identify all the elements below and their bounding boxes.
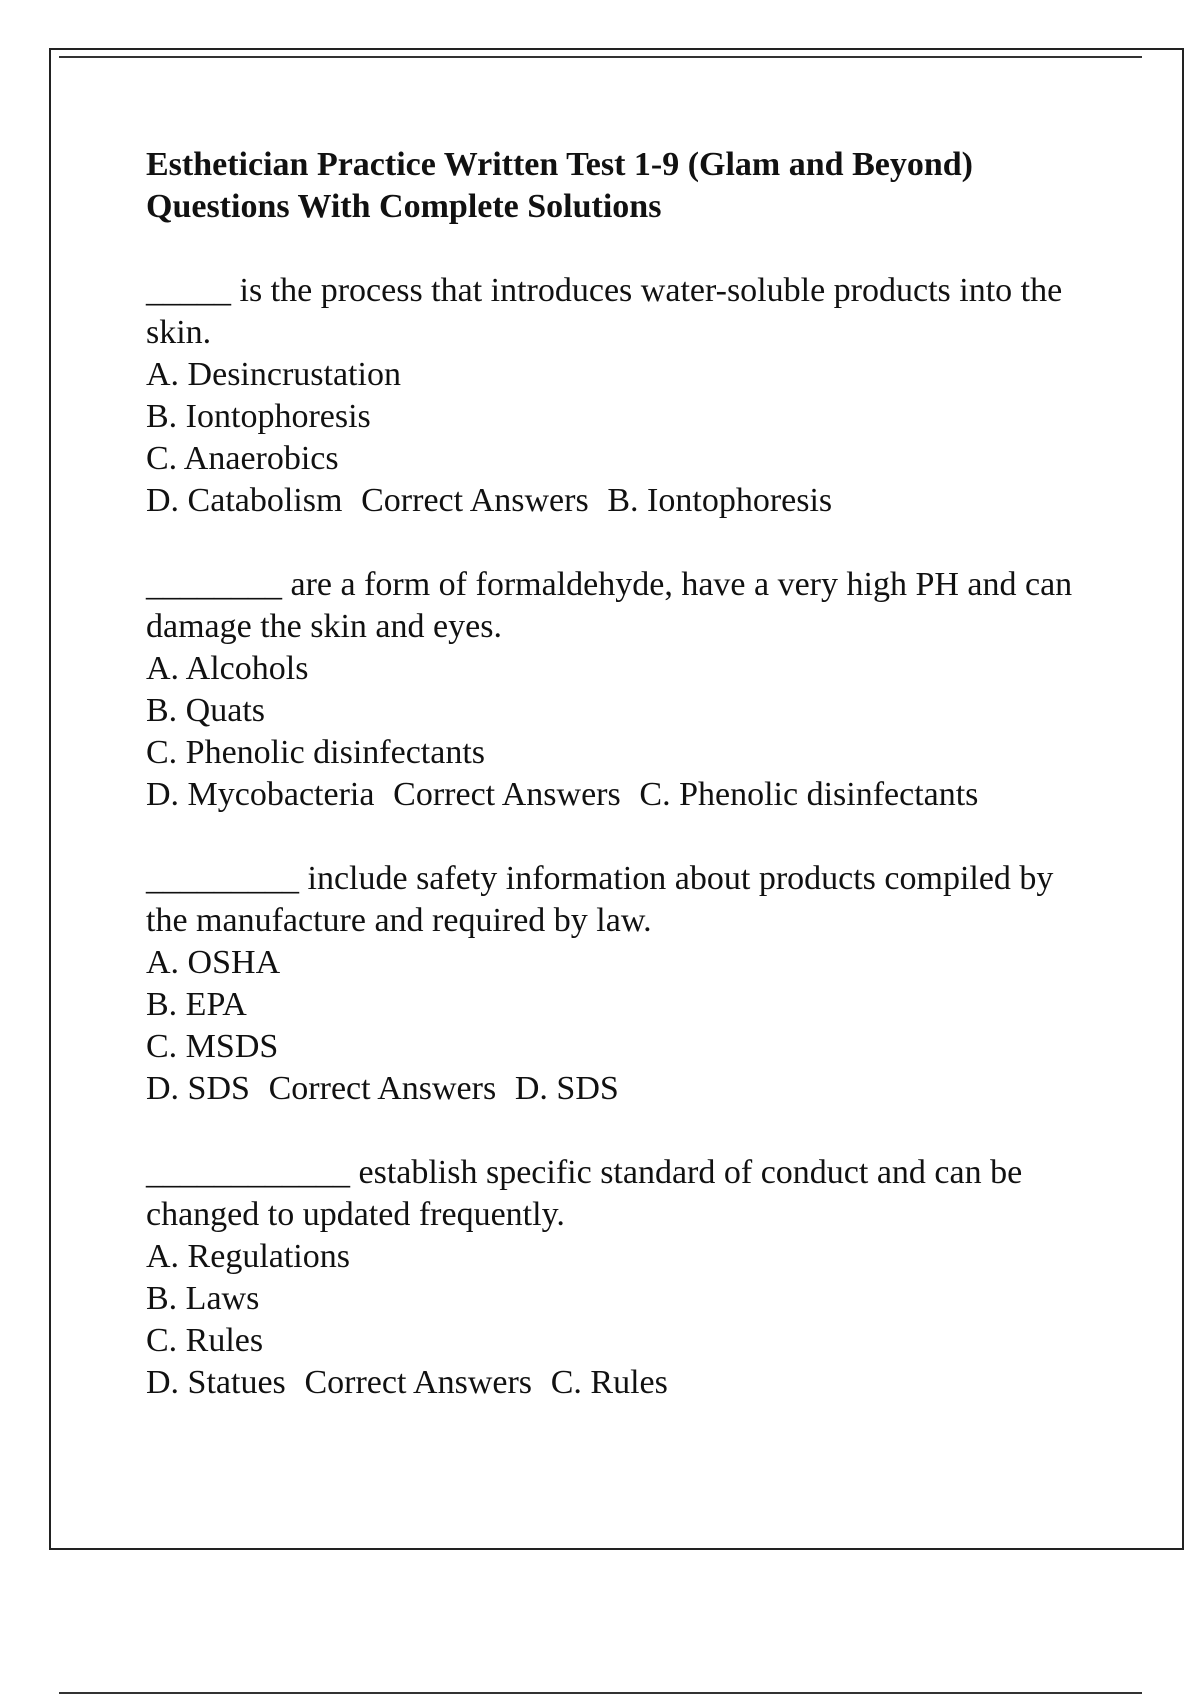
question-stem: ________ are a form of formaldehyde, have a very high PH and can damage the skin and eyes. bbox=[146, 566, 1073, 645]
document-body bbox=[146, 144, 1096, 1446]
option-a: A. Alcohols bbox=[146, 650, 309, 687]
top-divider bbox=[59, 56, 1142, 58]
question-2 bbox=[146, 564, 1096, 816]
option-d: D. SDS bbox=[146, 1070, 250, 1107]
option-d: D. Catabolism bbox=[146, 482, 343, 519]
option-b: B. Laws bbox=[146, 1280, 260, 1317]
answer-label: Correct Answers bbox=[393, 776, 621, 813]
answer-label: Correct Answers bbox=[304, 1364, 533, 1401]
question-stem: _____ is the process that introduces water-soluble products into the skin. bbox=[146, 272, 1063, 351]
question-3 bbox=[146, 858, 1096, 1110]
option-b: B. Quats bbox=[146, 692, 265, 729]
option-a: A. Desincrustation bbox=[146, 356, 401, 393]
option-c: C. Rules bbox=[146, 1322, 264, 1359]
option-d-with-answer bbox=[146, 1362, 1096, 1404]
question-4 bbox=[146, 1152, 1096, 1404]
option-d-with-answer bbox=[146, 1068, 1096, 1110]
option-c: C. Anaerobics bbox=[146, 440, 339, 477]
correct-answer: D. SDS bbox=[514, 1070, 619, 1107]
correct-answer: C. Rules bbox=[550, 1364, 668, 1401]
answer-label: Correct Answers bbox=[361, 482, 589, 519]
correct-answer: B. Iontophoresis bbox=[607, 482, 833, 519]
option-d-with-answer bbox=[146, 480, 1096, 522]
option-a: A. Regulations bbox=[146, 1238, 350, 1275]
option-a: A. OSHA bbox=[146, 944, 281, 981]
option-b: B. Iontophoresis bbox=[146, 398, 371, 435]
option-d: D. Mycobacteria bbox=[146, 776, 375, 813]
question-1 bbox=[146, 270, 1096, 522]
correct-answer: C. Phenolic disinfectants bbox=[639, 776, 979, 813]
answer-label: Correct Answers bbox=[268, 1070, 497, 1107]
option-b: B. EPA bbox=[146, 986, 247, 1023]
document-title: Esthetician Practice Written Test 1-9 (Glam and Beyond) Questions With Complete Solutions bbox=[146, 146, 973, 225]
question-stem: ____________ establish specific standard of conduct and can be changed to updated frequently. bbox=[146, 1154, 1023, 1233]
option-d: D. Statues bbox=[146, 1364, 286, 1401]
option-c: C. MSDS bbox=[146, 1028, 279, 1065]
option-c: C. Phenolic disinfectants bbox=[146, 734, 486, 771]
bottom-divider bbox=[59, 1692, 1142, 1694]
question-stem: _________ include safety information about products compiled by the manufacture and required by law. bbox=[146, 860, 1054, 939]
option-d-with-answer bbox=[146, 774, 1096, 816]
